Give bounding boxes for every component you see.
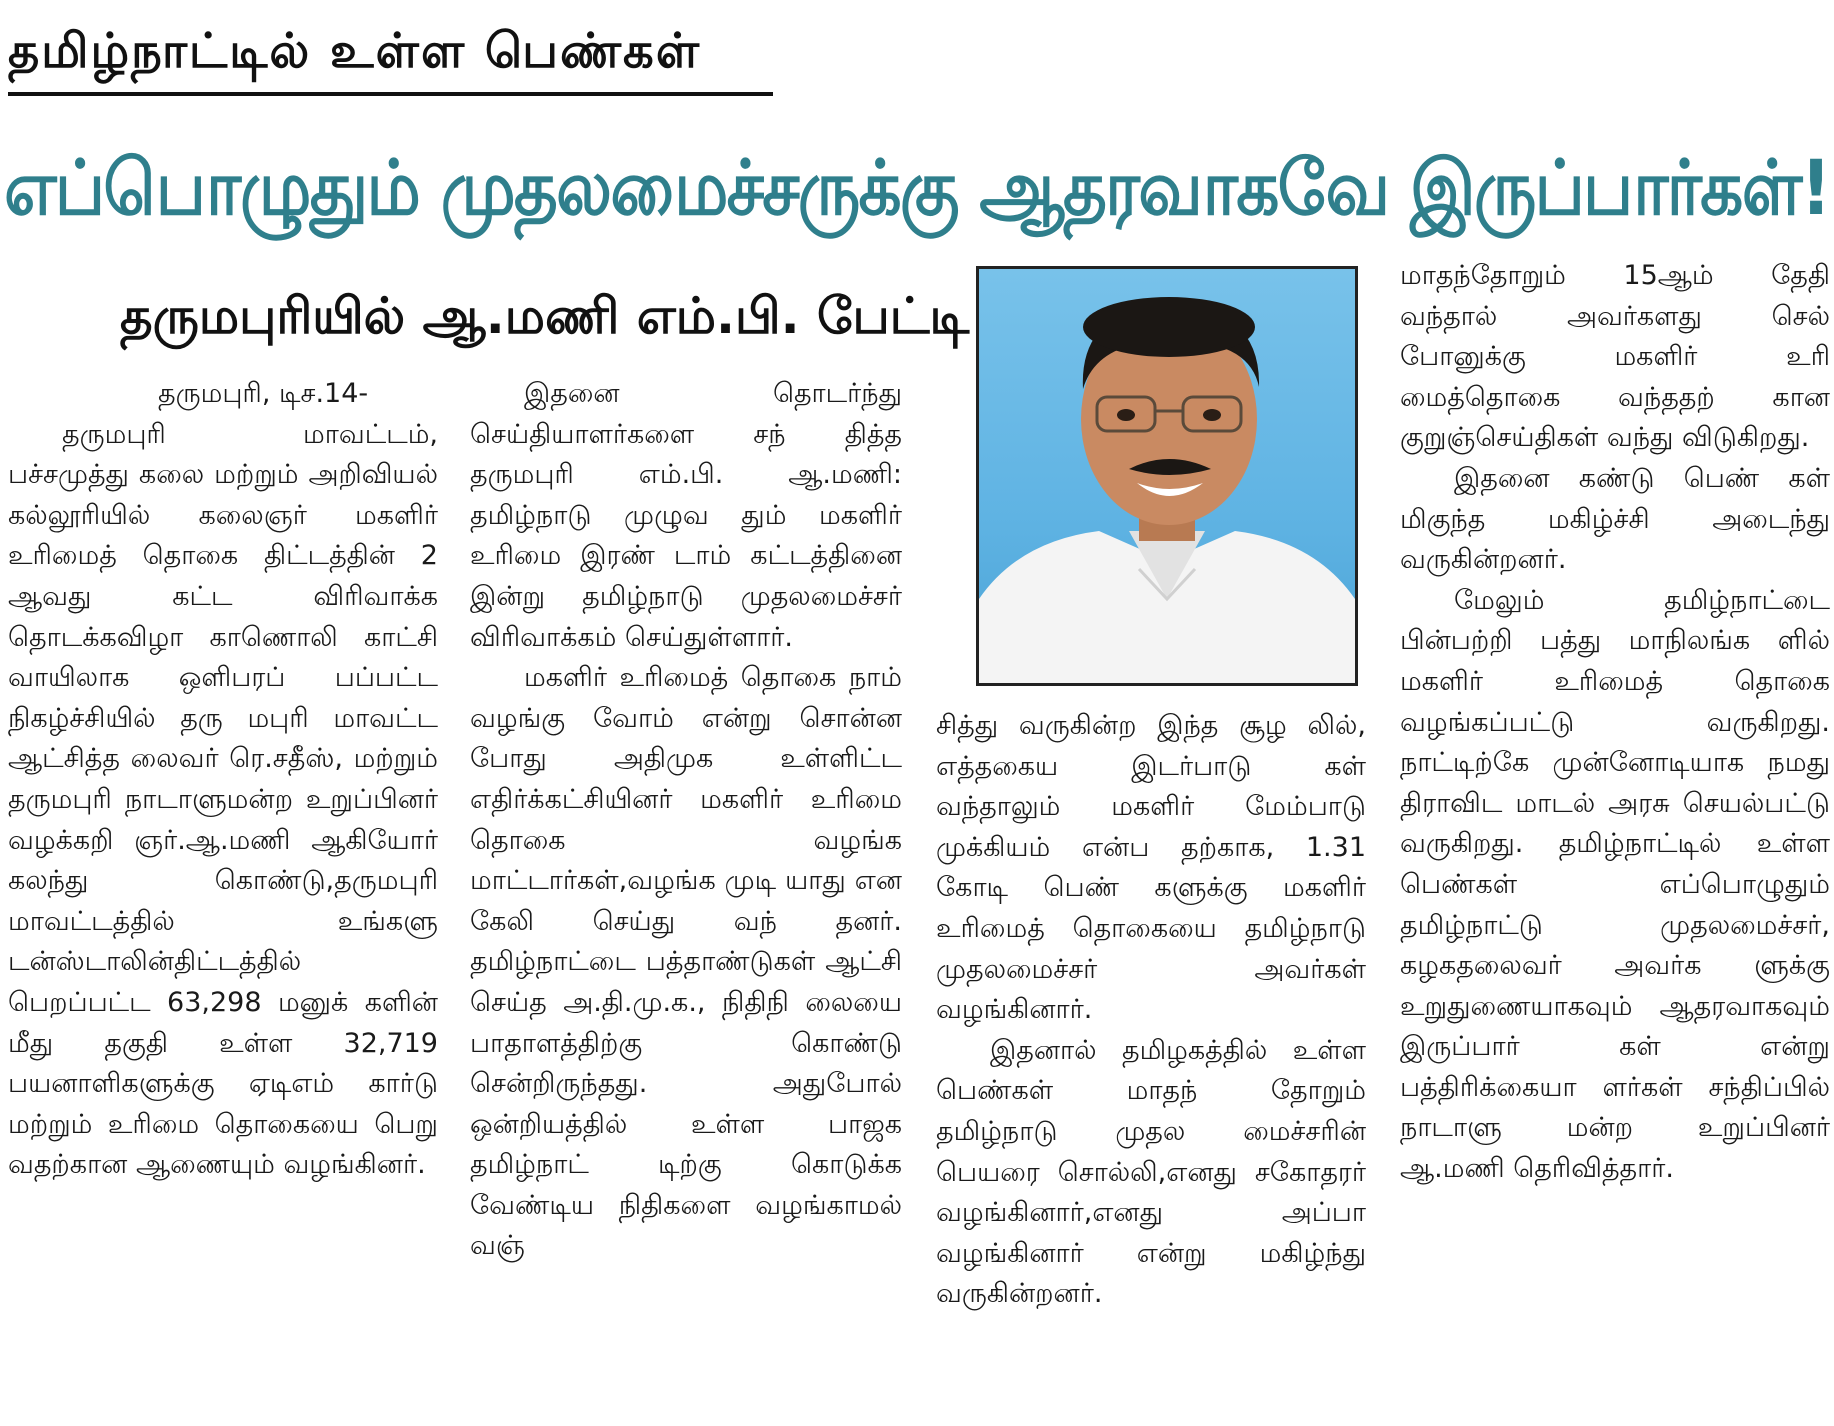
kicker-text: தமிழ்நாட்டில் உள்ள பெண்கள் — [8, 23, 702, 79]
article-column-2 — [470, 374, 902, 1416]
paragraph: இதனை தொடர்ந்து செய்தியாளர்களை சந் தித்த தருமபுரி எம்.பி. ஆ.மணி: தமிழ்நாடு முழுவ தும் மகளிர் உரிமை இரண் டாம் கட்டத்தினை இன்று தமிழ்நாடு முதலமைச்சர் விரிவாக்கம் செய்துள்ளார். — [470, 378, 902, 653]
article-column-3 — [936, 706, 1366, 1416]
portrait-illustration — [979, 269, 1355, 683]
paragraph: சித்து வருகின்ற இந்த சூழ லில், எத்தகைய இடர்பாடு கள் வந்தாலும் மகளிர் மேம்பாடு முக்கியம் என்ப தற்காக, 1.31 கோடி பெண் களுக்கு மகளிர் உரிமைத் தொகையை தமிழ்நாடு முதலமைச்சர் அவர்கள் வழங்கினார். — [936, 710, 1366, 1026]
paragraph: மாதந்தோறும் 15ஆம் தேதி வந்தால் அவர்களது செல் போனுக்கு மகளிர் உரி மைத்தொகை வந்ததற் கான குறுஞ்செய்திகள் வந்து விடுகிறது. — [1400, 260, 1830, 454]
sub-headline: தருமபுரியில் ஆ.மணி எம்.பி. பேட்டி — [120, 287, 970, 345]
paragraph: மேலும் தமிழ்நாட்டை பின்பற்றி பத்து மாநிலங்க ளில் மகளிர் உரிமைத் தொகை வழங்கப்பட்டு வருகிறது. நாட்டிற்கே முன்னோடியாக நமது திராவிட மாடல் அரசு செயல்பட்டு வருகிறது. தமிழ்நாட்டில் உள்ள பெண்கள் எப்பொழுதும் தமிழ்நாட்டு முதலமைச்சர், கழகதலைவர் அவர்க ளுக்கு உறுதுணையாகவும் ஆதரவாகவும் இருப்பார் கள் என்று பத்திரிக்கையா ளர்கள் சந்திப்பில் நாடாளு மன்ற உறுப்பினர் ஆ.மணி தெரிவித்தார். — [1400, 584, 1830, 1185]
paragraph: மகளிர் உரிமைத் தொகை நாம் வழங்கு வோம் என்று சொன்ன போது அதிமுக உள்ளிட்ட எதிர்க்கட்சியினர் மகளிர் உரிமை தொகை வழங்க மாட்டார்கள்,வழங்க முடி யாது என கேலி செய்து வந் தனர். தமிழ்நாட்டை பத்தாண்டுகள் ஆட்சி செய்த அ.தி.மு.க., நிதிநி லையை பாதாளத்திற்கு கொண்டு சென்றிருந்தது. அதுபோல் ஒன்றியத்தில் உள்ள பாஜக தமிழ்நாட் டிற்கு கொடுக்க வேண்டிய நிதிகளை வழங்காமல் வஞ் — [470, 662, 902, 1262]
article-column-1 — [8, 374, 438, 1416]
article-column-4 — [1400, 256, 1830, 1416]
page-top-band — [0, 0, 1834, 10]
main-headline: எப்பொழுதும் முதலமைச்சருக்கு ஆதரவாகவே இருப்பார்கள்! — [4, 143, 1830, 232]
paragraph: தருமபுரி மாவட்டம், பச்சமுத்து கலை மற்றும் அறிவியல் கல்லூரியில் கலைஞர் மகளிர் உரிமைத் தொகை திட்டத்தின் 2 ஆவது கட்ட விரிவாக்க தொடக்கவிழா காணொலி காட்சி வாயிலாக ஒளிபரப் பப்பட்ட நிகழ்ச்சியில் தரு மபுரி மாவட்ட ஆட்சித்த லைவர் ரெ.சதீஸ், மற்றும் தருமபுரி நாடாளுமன்ற உறுப்பினர் வழக்கறி ஞர்.ஆ.மணி ஆகியோர் கலந்து கொண்டு,தருமபுரி மாவட்டத்தில் உங்களு டன்ஸ்டாலின்திட்டத்தில் பெறப்பட்ட 63,298 மனுக் களின் மீது தகுதி உள்ள 32,719 பயனாளிகளுக்கு ஏடிஎம் கார்டு மற்றும் உரிமை தொகையை பெறு வதற்கான ஆணையும் வழங்கினர். — [8, 418, 438, 1181]
dateline: தருமபுரி, டிச.14- — [158, 378, 369, 409]
portrait-photo — [976, 266, 1358, 686]
paragraph: இதனை கண்டு பெண் கள் மிகுந்த மகிழ்ச்சி அடைந்து வருகின்றனர். — [1400, 462, 1830, 576]
paragraph: இதனால் தமிழகத்தில் உள்ள பெண்கள் மாதந் தோறும் தமிழ்நாடு முதல மைச்சரின் பெயரை சொல்லி,எனது சகோதரர் வழங்கினார்,எனது அப்பா வழங்கினார் என்று மகிழ்ந்து வருகின்றனர். — [936, 1034, 1366, 1310]
kicker-heading — [8, 14, 773, 96]
